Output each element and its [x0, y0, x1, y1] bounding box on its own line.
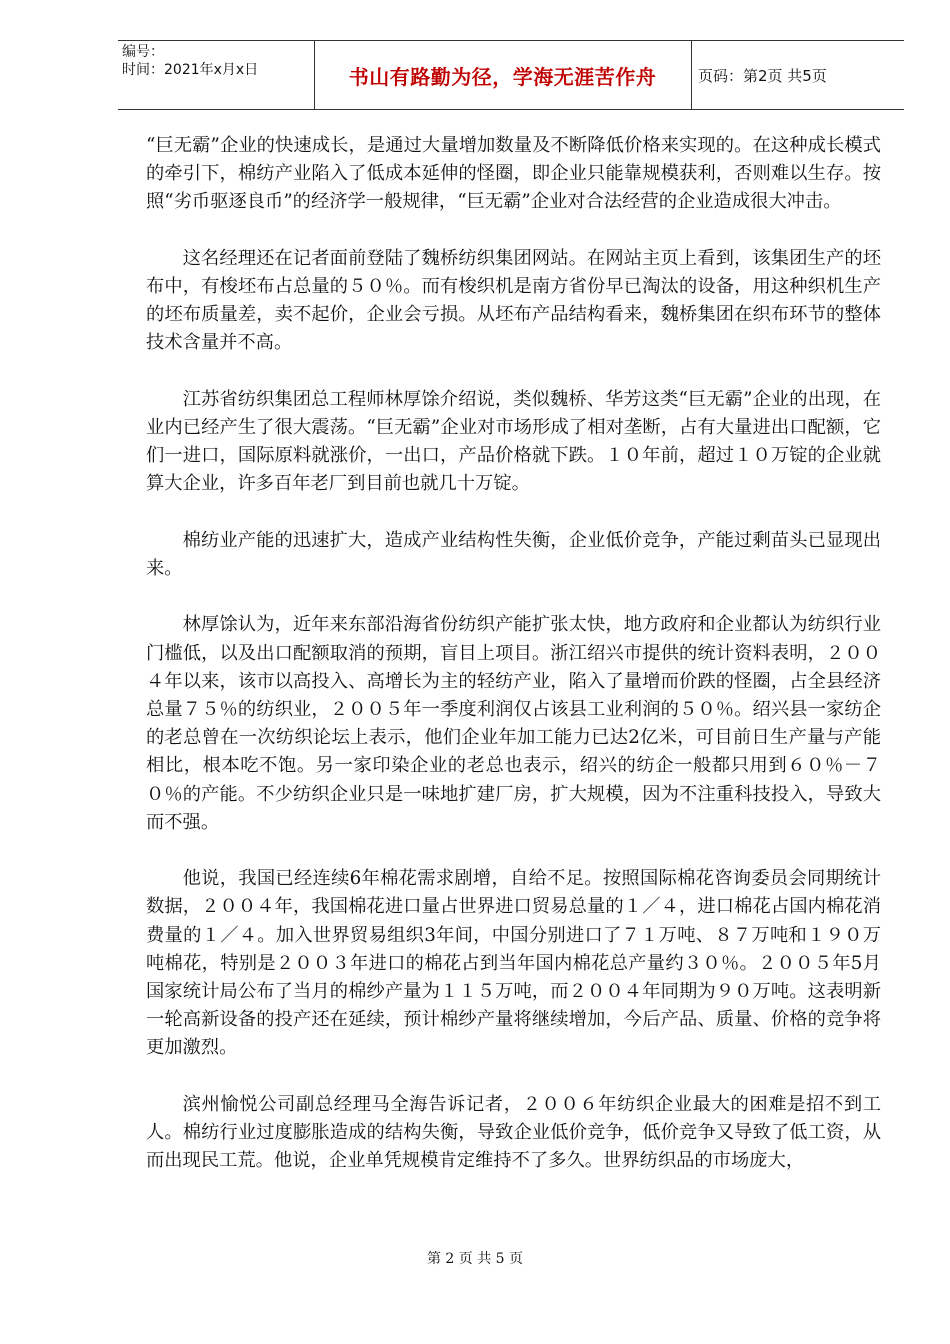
- paragraph: 这名经理还在记者面前登陆了魏桥纺织集团网站。在网站主页上看到，该集团生产的坯布中，有梭坯布占总量的５０％。而有梭织机是南方省份早已淘汰的设备，用这种织机生产的坯布质量差，卖不起价，企业会亏损。从坯布产品结构看来，魏桥集团在织布环节的整体技术含量并不高。: [146, 247, 881, 354]
- doc-number-label: 编号：: [122, 44, 164, 60]
- header-meta: [118, 41, 314, 109]
- doc-time-label: 时间：2021年x月x日: [122, 62, 259, 78]
- paragraph: 林厚馀认为，近年来东部沿海省份纺织产能扩张太快，地方政府和企业都认为纺织行业门槛低，以及出口配额取消的预期，盲目上项目。浙江绍兴市提供的统计资料表明，２００４年以来，该市以高投入、高增长为主的轻纺产业，陷入了量增而价跌的怪圈，占全县经济总量７５％的纺织业，２００５年一季度利润仅占该县工业利润的５０％。绍兴县一家纺企的老总曾在一次纺织论坛上表示，他们企业年加工能力已达2亿米，可目前日生产量与产能相比，根本吃不饱。另一家印染企业的老总也表示，绍兴的纺企一般都只用到６０％－７０％的产能。不少纺织企业只是一味地扩建厂房，扩大规模，因为不注重科技投入，导致大而不强。: [146, 614, 881, 833]
- page-footer: 第 2 页 共 5 页: [426, 1251, 524, 1267]
- paragraph: “巨无霸”企业的快速成长，是通过大量增加数量及不断降低价格来实现的。在这种成长模式的牵引下，棉纺产业陷入了低成本延伸的怪圈，即企业只能靠规模获利，否则难以生存。按照“劣币驱逐良币”的经济学一般规律，“巨无霸”企业对合法经营的企业造成很大冲击。: [146, 135, 881, 213]
- document-body: [146, 132, 881, 1204]
- paragraph: 他说，我国已经连续6年棉花需求剧增，自给不足。按照国际棉花咨询委员会同期统计数据，２００４年，我国棉花进口量占世界进口贸易总量的１／４，进口棉花占国内棉花消费量的１／４。加入世界贸易组织3年间，中国分别进口了７１万吨、８７万吨和１９０万吨棉花，特别是２００３年进口的棉花占到当年国内棉花总产量约３０％。２００５年5月国家统计局公布了当月的棉纱产量为１１５万吨，而２００４年同期为９０万吨。这表明新一轮高新设备的投产还在延续，预计棉纱产量将继续增加，今后产品、质量、价格的竞争将更加激烈。: [146, 868, 881, 1059]
- header-page-info: 页码：第2页 共5页: [698, 66, 827, 85]
- document-header: [118, 40, 904, 110]
- paragraph: 棉纺业产能的迅速扩大，造成产业结构性失衡，企业低价竞争，产能过剩苗头已显现出来。: [146, 529, 881, 579]
- header-motto: 书山有路勤为径，学海无涯苦作舟: [348, 64, 657, 89]
- paragraph: 滨州愉悦公司副总经理马全海告诉记者，２００６年纺织企业最大的困难是招不到工人。棉纺行业过度膨胀造成的结构失衡，导致企业低价竞争，低价竞争又导致了低工资，从而出现民工荒。他说，企业单凭规模肯定维持不了多久。世界纺织品的市场庞大，: [146, 1093, 881, 1172]
- paragraph: 江苏省纺织集团总工程师林厚馀介绍说，类似魏桥、华芳这类“巨无霸”企业的出现，在业内已经产生了很大震荡。“巨无霸”企业对市场形成了相对垄断，占有大量进出口配额，它们一进口，国际原料就涨价，一出口，产品价格就下跌。１０年前，超过１０万锭的企业就算大企业，许多百年老厂到目前也就几十万锭。: [146, 388, 881, 495]
